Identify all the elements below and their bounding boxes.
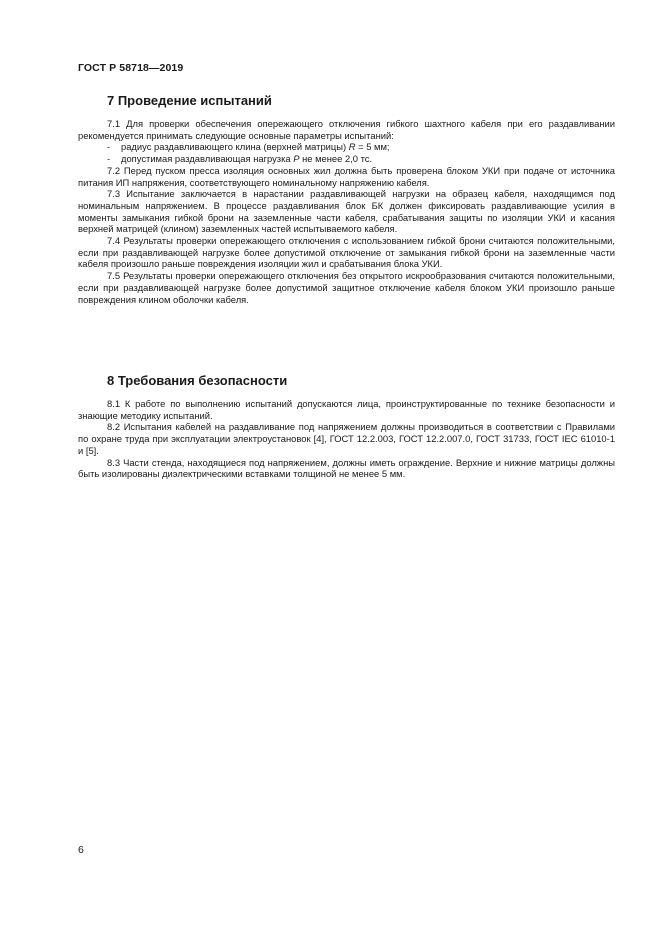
list-item bbox=[78, 141, 615, 153]
list-dash: - bbox=[107, 141, 111, 153]
paragraph-8-1: 8.1 К работе по выполнению испытаний допускаются лица, проинструктированные по технике безопасности и знающие методику испытаний. bbox=[78, 398, 615, 421]
document-code: ГОСТ Р 58718—2019 bbox=[78, 62, 184, 74]
symbol-p: Р bbox=[293, 153, 300, 165]
list-item-text-b: = 5 мм; bbox=[355, 141, 390, 153]
section-7-title: 7 Проведение испытаний bbox=[107, 93, 272, 108]
symbol-r: R bbox=[348, 141, 356, 153]
paragraph-7-3: 7.3 Испытание заключается в нарастании раздавливающей нагрузки на образец кабеля, находящимся под номинальным напряжением. В процессе раздавливания блок БК должен фиксировать раздавливающие усилия в моменты замыкания гибкой брони на заземленные части кабеля, срабатывания защиты по изоляции УКИ и касания верхней матрицей (клином) заземленных частей испытываемого кабеля. bbox=[78, 188, 615, 235]
list-item-text-a: допустимая раздавливающая нагрузка bbox=[121, 153, 294, 165]
list-item bbox=[78, 153, 615, 165]
paragraph-8-2: 8.2 Испытания кабелей на раздавливание под напряжением должны производиться в соответствии с Правилами по охране труда при эксплуатации электроустановок [4], ГОСТ 12.2.003, ГОСТ 12.2.007.0, ГОСТ 31733, ГОСТ IEC 61010-1 и [5]. bbox=[78, 421, 615, 456]
paragraph-7-5: 7.5 Результаты проверки опережающего отключения без открытого искрообразования считаются положительными, если при раздавливающей нагрузке более допустимой защитное отключение кабеля блоком УКИ произошло раньше повреждения клином оболочки кабеля. bbox=[78, 270, 615, 305]
list-dash: - bbox=[107, 153, 111, 165]
list-item-text-a: радиус раздавливающего клина (верхней матрицы) bbox=[121, 141, 349, 153]
paragraph-7-1: 7.1 Для проверки обеспечения опережающего отключения гибкого шахтного кабеля при его раздавливании рекомендуется принимать следующие основные параметры испытаний: bbox=[78, 118, 615, 141]
list-item-text bbox=[121, 141, 390, 153]
paragraph-7-2: 7.2 Перед пуском пресса изоляция основных жил должна быть проверена блоком УКИ при подаче от источника питания ИП напряжения, соответствующего номинальному напряжению кабеля. bbox=[78, 164, 615, 188]
page-number: 6 bbox=[78, 844, 84, 856]
section-8-title: 8 Требования безопасности bbox=[107, 373, 288, 388]
section-8 bbox=[78, 373, 615, 480]
list-item-text bbox=[121, 153, 372, 165]
paragraph-7-4: 7.4 Результаты проверки опережающего отключения с использованием гибкой брони считаются положительными, если при раздавливающей нагрузке более допустимой отключение от замыкания гибкой брони на заземленные части кабеля произошло раньше повреждения изоляции жил и срабатывания блока УКИ. bbox=[78, 235, 615, 270]
paragraph-8-3: 8.3 Части стенда, находящиеся под напряжением, должны иметь ограждение. Верхние и нижние матрицы должны быть изолированы диэлектрическими вставками толщиной не менее 5 мм. bbox=[78, 456, 615, 480]
section-7 bbox=[78, 93, 615, 305]
list-item-text-b: не менее 2,0 тс. bbox=[299, 153, 373, 165]
